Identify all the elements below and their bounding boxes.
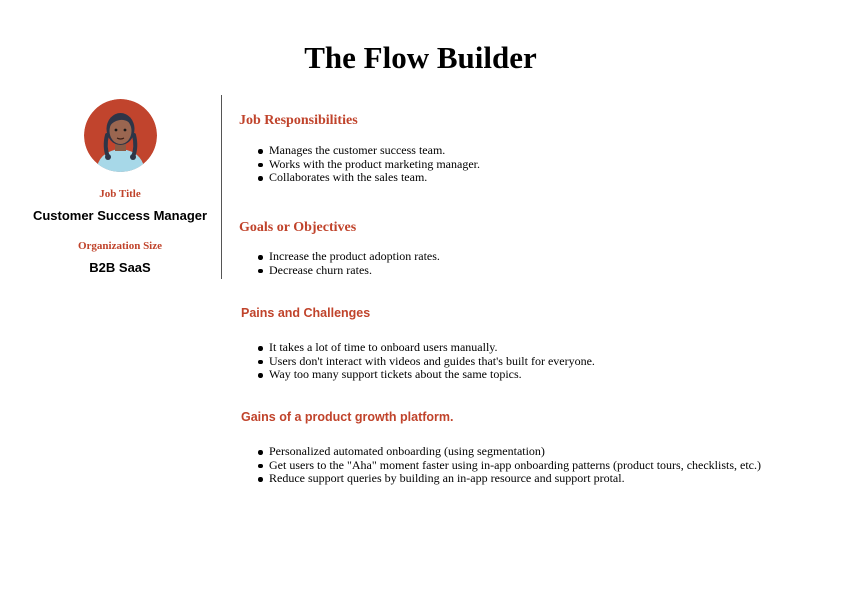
list-item: Users don't interact with videos and guides that's built for everyone. [269, 353, 595, 368]
pains-list [269, 341, 595, 382]
list-item: It takes a lot of time to onboard users manually. [269, 341, 595, 355]
avatar [84, 99, 157, 172]
section-heading-gains: Gains of a product growth platform. [241, 410, 454, 424]
list-item: Reduce support queries by building an in-app resource and support protal. [269, 472, 761, 486]
job-title-label: Job Title [99, 188, 141, 200]
org-size-label: Organization Size [77, 240, 163, 252]
job-title-value: Customer Success Manager [32, 208, 208, 223]
list-item: Personalized automated onboarding (using segmentation) [269, 445, 761, 459]
list-item: Collaborates with the sales team. [269, 171, 480, 185]
list-item: Decrease churn rates. [269, 264, 440, 278]
section-heading-pains: Pains and Challenges [241, 306, 371, 320]
list-item: Manages the customer success team. [269, 144, 480, 158]
sidebar-divider [221, 95, 222, 279]
section-heading-goals: Goals or Objectives [239, 220, 357, 235]
goals-list [269, 250, 440, 277]
list-item: Way too many support tickets about the same topics. [269, 368, 595, 382]
section-heading-job-responsibilities: Job Responsibilities [239, 113, 358, 128]
gains-list [269, 445, 761, 486]
list-item: Get users to the "Aha" moment faster using in-app onboarding patterns (product tours, checklists, etc.) [269, 457, 762, 472]
page-title: The Flow Builder [304, 40, 537, 75]
list-item: Increase the product adoption rates. [269, 249, 440, 263]
org-size-value: B2B SaaS [89, 260, 151, 275]
profile-sidebar [20, 96, 220, 280]
job-responsibilities-list [269, 144, 480, 185]
list-item: Works with the product marketing manager. [269, 156, 480, 171]
